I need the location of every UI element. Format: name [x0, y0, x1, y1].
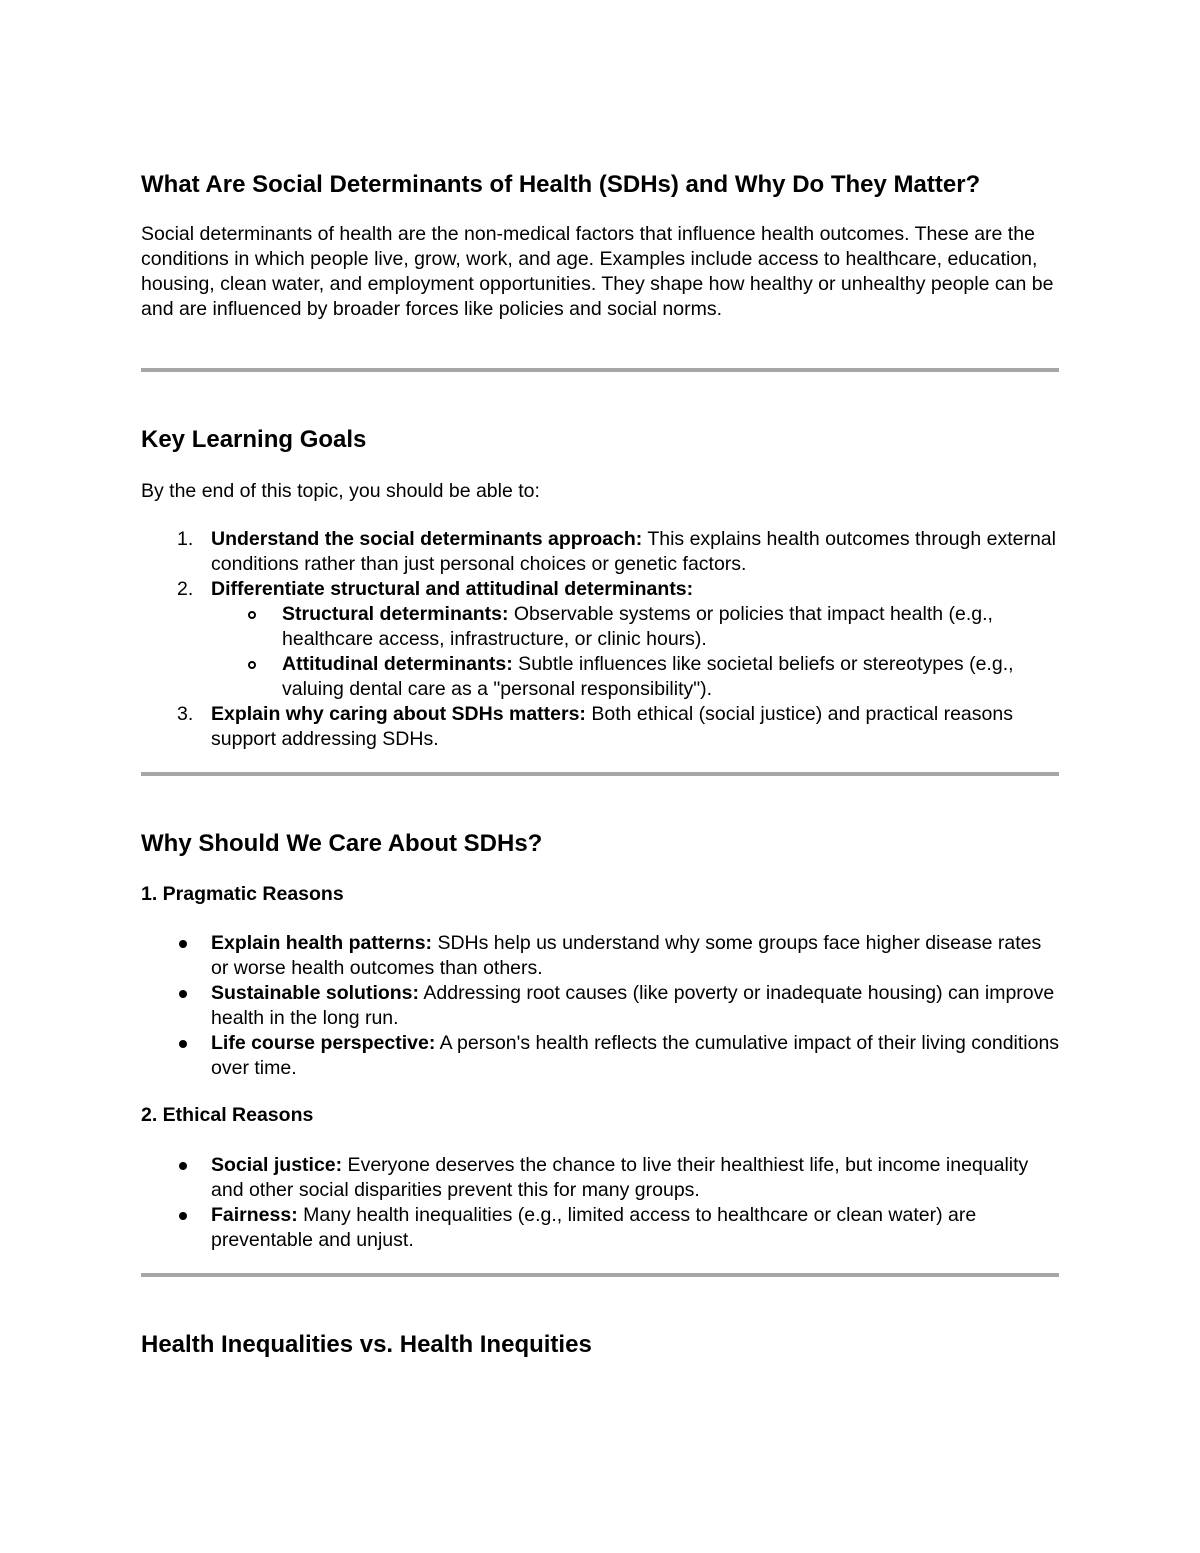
list-item — [141, 981, 1061, 1031]
list-item-text: This explains health outcomes through external conditions rather than just personal choices or genetic factors. — [211, 528, 1056, 575]
bullet-icon — [179, 1040, 187, 1048]
subsection-heading: 1. Pragmatic Reasons — [141, 883, 344, 905]
list-item-text: Addressing root causes (like poverty or inadequate housing) can improve health in the long run. — [211, 982, 1055, 1029]
pragmatic-list-wrap — [141, 931, 1061, 1081]
list-item — [141, 1203, 1061, 1253]
pragmatic-heading-wrap — [141, 882, 1061, 907]
list-number: 1. — [177, 528, 194, 550]
list-item-term: Fairness: — [211, 1204, 298, 1226]
sub-list-item — [141, 652, 1061, 702]
definition-paragraph-wrap — [141, 222, 1061, 322]
section-inequalities — [141, 1330, 1061, 1360]
bullet-icon — [179, 1162, 187, 1170]
list-item-text: Observable systems or policies that impact health (e.g., healthcare access, infrastructure, or clinic hours). — [282, 603, 993, 650]
section-sdh-definition — [141, 170, 1061, 200]
list-number: 2. — [177, 578, 194, 600]
learning-goals-intro: By the end of this topic, you should be able to: — [141, 480, 540, 502]
learning-goals-list — [141, 527, 1061, 752]
section-title: Key Learning Goals — [141, 426, 367, 453]
ethical-reasons-list — [141, 1153, 1061, 1253]
list-item — [141, 1153, 1061, 1203]
list-item — [141, 1031, 1061, 1081]
circle-bullet-icon — [248, 661, 256, 669]
list-item — [141, 527, 1061, 577]
list-item-term: Understand the social determinants approach: — [211, 528, 643, 550]
list-item-text: Subtle influences like societal beliefs or stereotypes (e.g., valuing dental care as a "personal responsibility"). — [282, 653, 1014, 700]
section-learning-goals — [141, 425, 1061, 455]
list-number: 3. — [177, 703, 194, 725]
section-divider — [141, 1273, 1059, 1277]
list-item-term: Sustainable solutions: — [211, 982, 420, 1004]
sub-list-item — [141, 602, 1061, 652]
list-item-text: A person's health reflects the cumulative impact of their living conditions over time. — [211, 1032, 1060, 1079]
list-item-term: Life course perspective: — [211, 1032, 436, 1054]
list-item — [141, 931, 1061, 981]
section-why-care — [141, 829, 1061, 859]
subsection-heading: 2. Ethical Reasons — [141, 1104, 314, 1126]
list-item-text: Both ethical (social justice) and practical reasons support addressing SDHs. — [211, 703, 1013, 750]
section-title: What Are Social Determinants of Health (SDHs) and Why Do They Matter? — [141, 171, 981, 198]
list-item-term: Explain why caring about SDHs matters: — [211, 703, 586, 725]
list-item-term: Explain health patterns: — [211, 932, 433, 954]
section-divider — [141, 368, 1059, 372]
bullet-icon — [179, 1212, 187, 1220]
pragmatic-reasons-list — [141, 931, 1061, 1081]
bullet-icon — [179, 990, 187, 998]
list-item-term: Structural determinants: — [282, 603, 509, 625]
list-item — [141, 577, 1061, 602]
list-item-text: Many health inequalities (e.g., limited access to healthcare or clean water) are preventable and unjust. — [211, 1204, 977, 1251]
section-title: Health Inequalities vs. Health Inequities — [141, 1331, 592, 1358]
section-title: Why Should We Care About SDHs? — [141, 830, 543, 857]
ethical-heading-wrap — [141, 1103, 1061, 1128]
list-item-text: SDHs help us understand why some groups face higher disease rates or worse health outcomes than others. — [211, 932, 1042, 979]
ethical-list-wrap — [141, 1153, 1061, 1253]
circle-bullet-icon — [248, 611, 256, 619]
list-item-term: Differentiate structural and attitudinal determinants: — [211, 578, 694, 600]
list-item-term: Social justice: — [211, 1154, 343, 1176]
list-item — [141, 702, 1061, 752]
learning-goals-intro-wrap — [141, 479, 1061, 504]
list-item-term: Attitudinal determinants: — [282, 653, 513, 675]
learning-goals-list-wrap — [141, 527, 1061, 752]
definition-paragraph: Social determinants of health are the non-medical factors that influence health outcomes. These are the conditions in which people live, grow, work, and age. Examples include access to healthcare, education, housing, clean water, and employment opportunities. They shape how healthy or unhealthy people can be and are influenced by broader forces like policies and social norms. — [141, 223, 1054, 320]
section-divider — [141, 772, 1059, 776]
bullet-icon — [179, 940, 187, 948]
list-item-text: Everyone deserves the chance to live their healthiest life, but income inequality and other social disparities prevent this for many groups. — [211, 1154, 1029, 1201]
